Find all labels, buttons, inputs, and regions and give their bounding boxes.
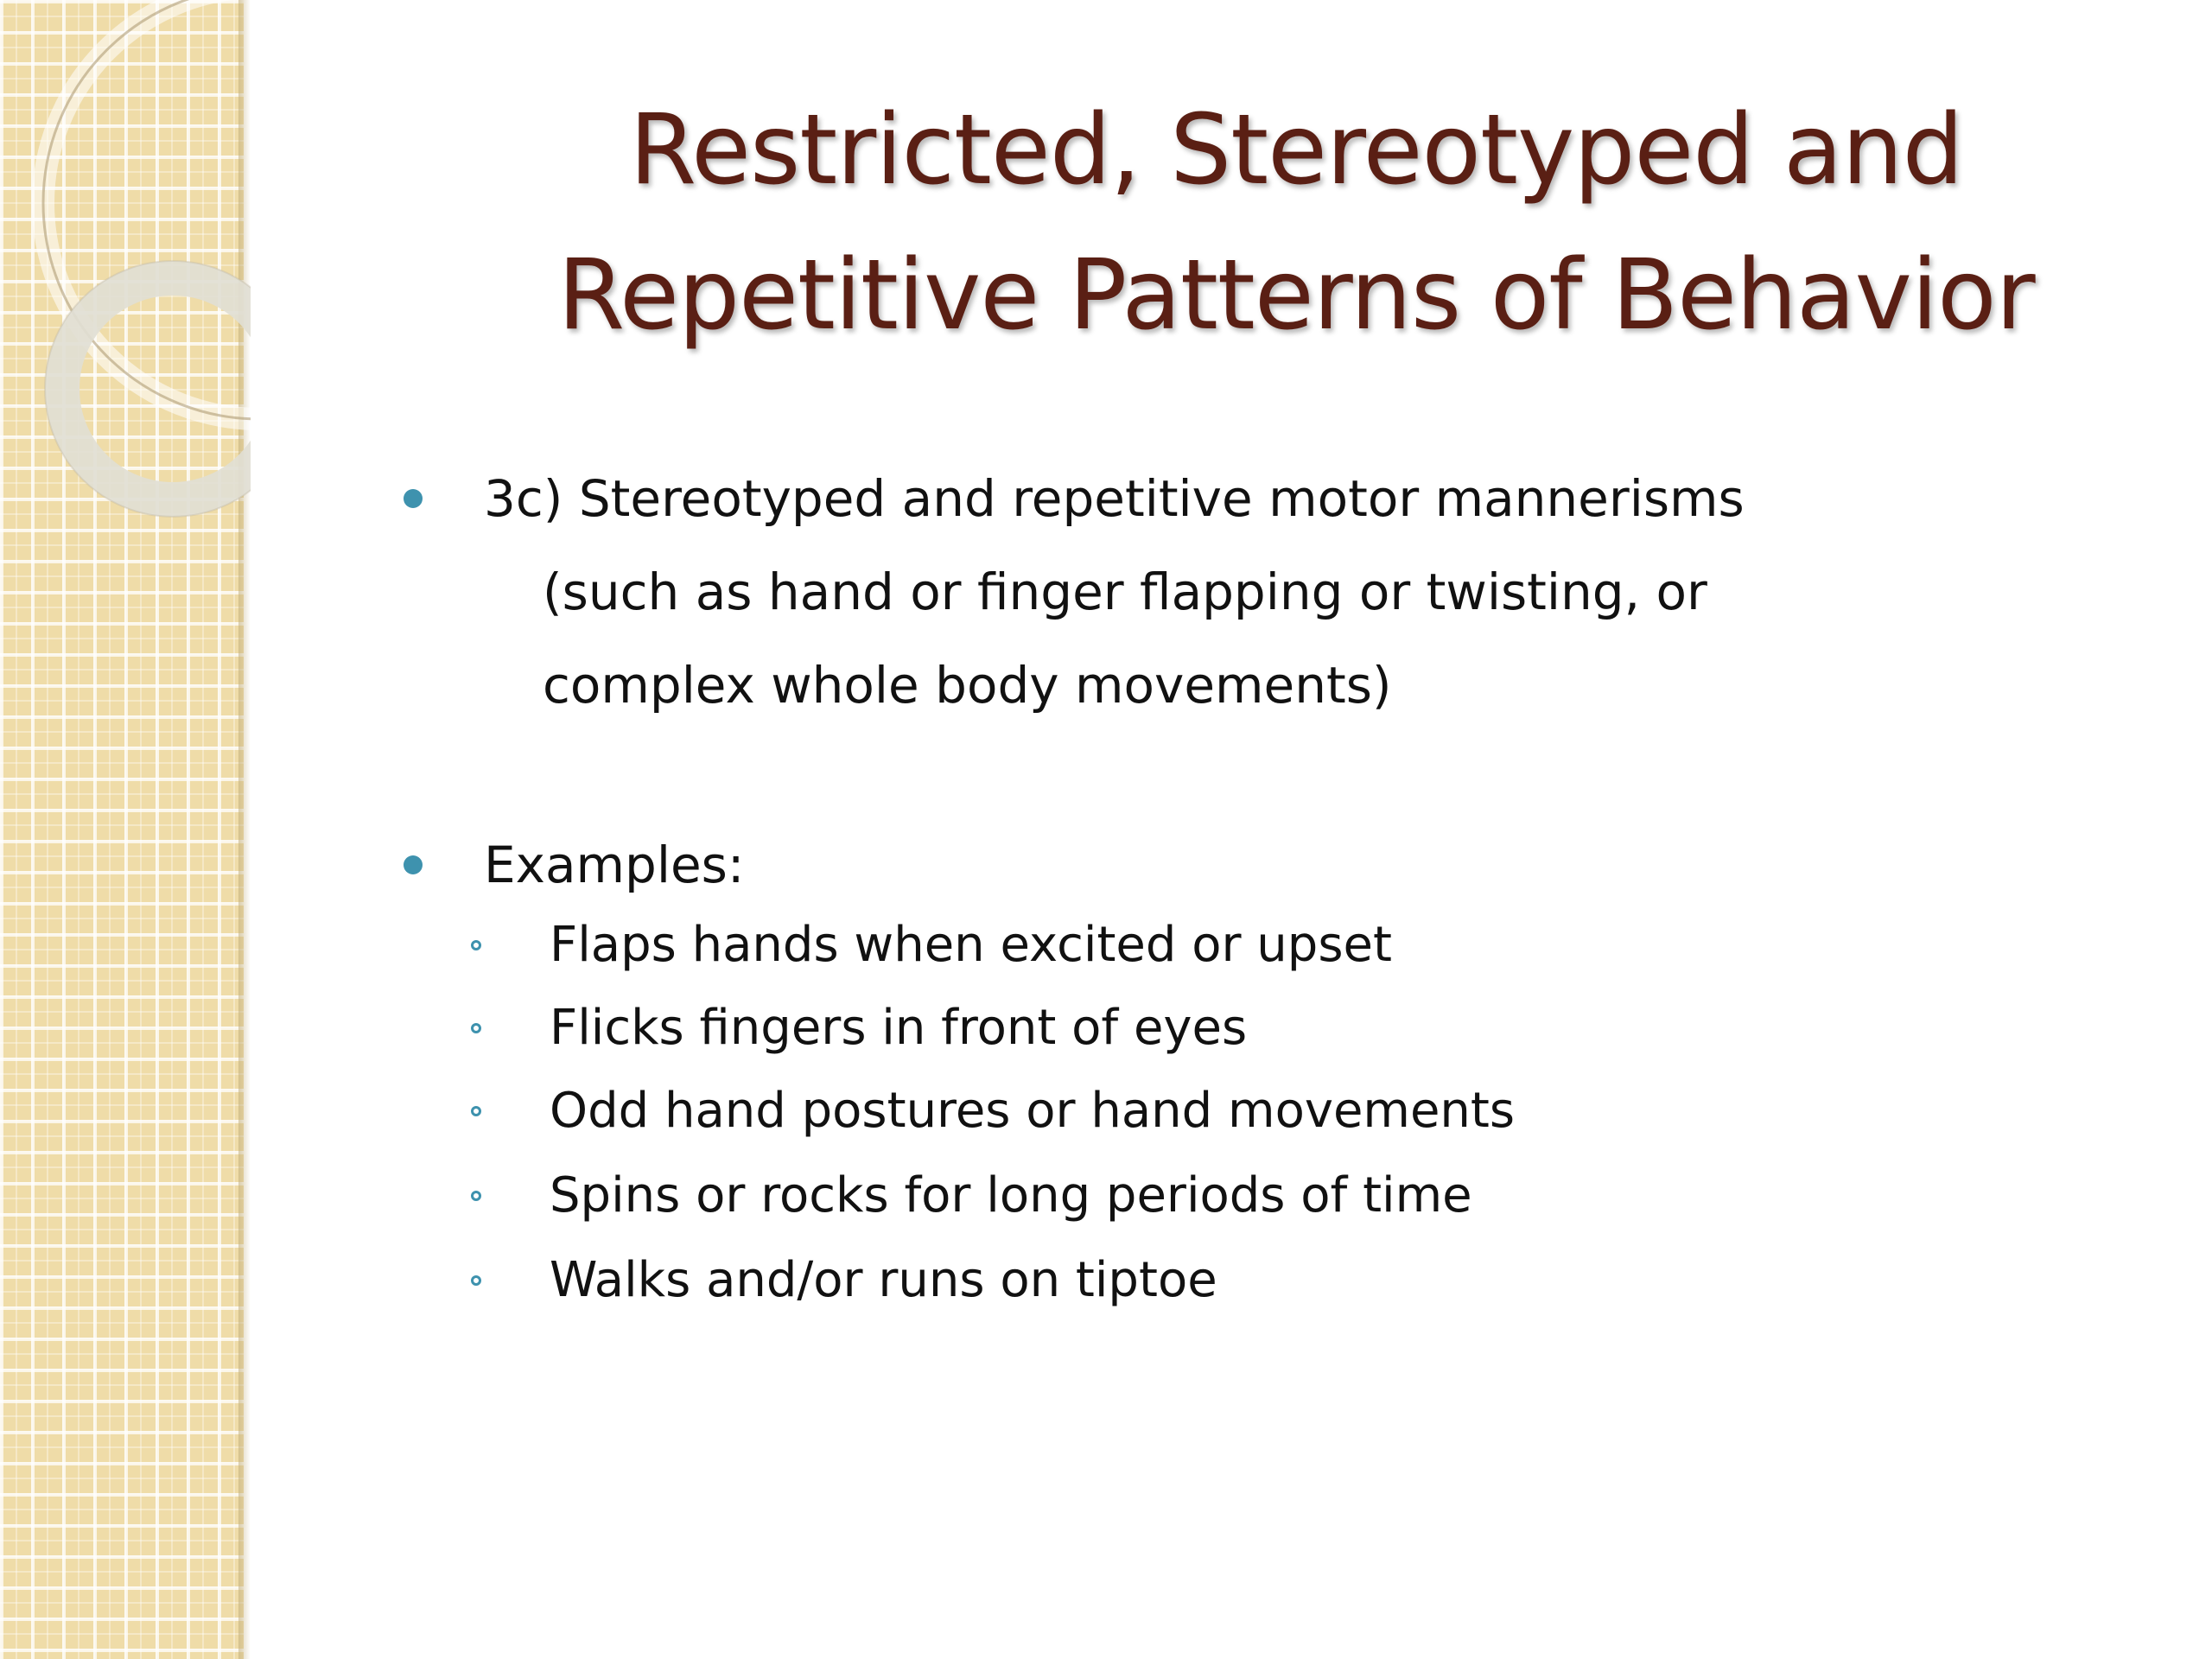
example-item-4: Spins or rocks for long periods of time: [550, 1167, 1472, 1224]
bullet-2-label: Examples:: [484, 836, 745, 894]
example-item-5: Walks and/or runs on tiptoe: [550, 1252, 1217, 1308]
bullet-1-line-1: 3c) Stereotyped and repetitive motor mannerisms: [484, 469, 1745, 528]
sub-bullet-marker-2: [471, 1023, 481, 1033]
example-item-1: Flaps hands when excited or upset: [550, 917, 1392, 973]
title-line-1: Restricted, Stereotyped and: [629, 94, 1963, 207]
title-line-2: Repetitive Patterns of Behavior: [557, 239, 2035, 352]
bullet-1-line-3: complex whole body movements): [543, 656, 1392, 715]
bullet-dot-1: [404, 489, 423, 508]
sub-bullet-marker-5: [471, 1275, 481, 1286]
slide-title: [406, 78, 2186, 368]
example-item-2: Flicks fingers in front of eyes: [550, 1000, 1248, 1056]
sub-bullet-marker-3: [471, 1106, 481, 1116]
sub-bullet-marker-4: [471, 1191, 481, 1201]
decorative-rings: [0, 0, 251, 570]
sub-bullet-marker-1: [471, 940, 481, 950]
bullet-dot-2: [404, 855, 423, 874]
bullet-1-line-2: (such as hand or finger flapping or twisting, or: [543, 563, 1707, 621]
example-item-3: Odd hand postures or hand movements: [550, 1083, 1516, 1139]
